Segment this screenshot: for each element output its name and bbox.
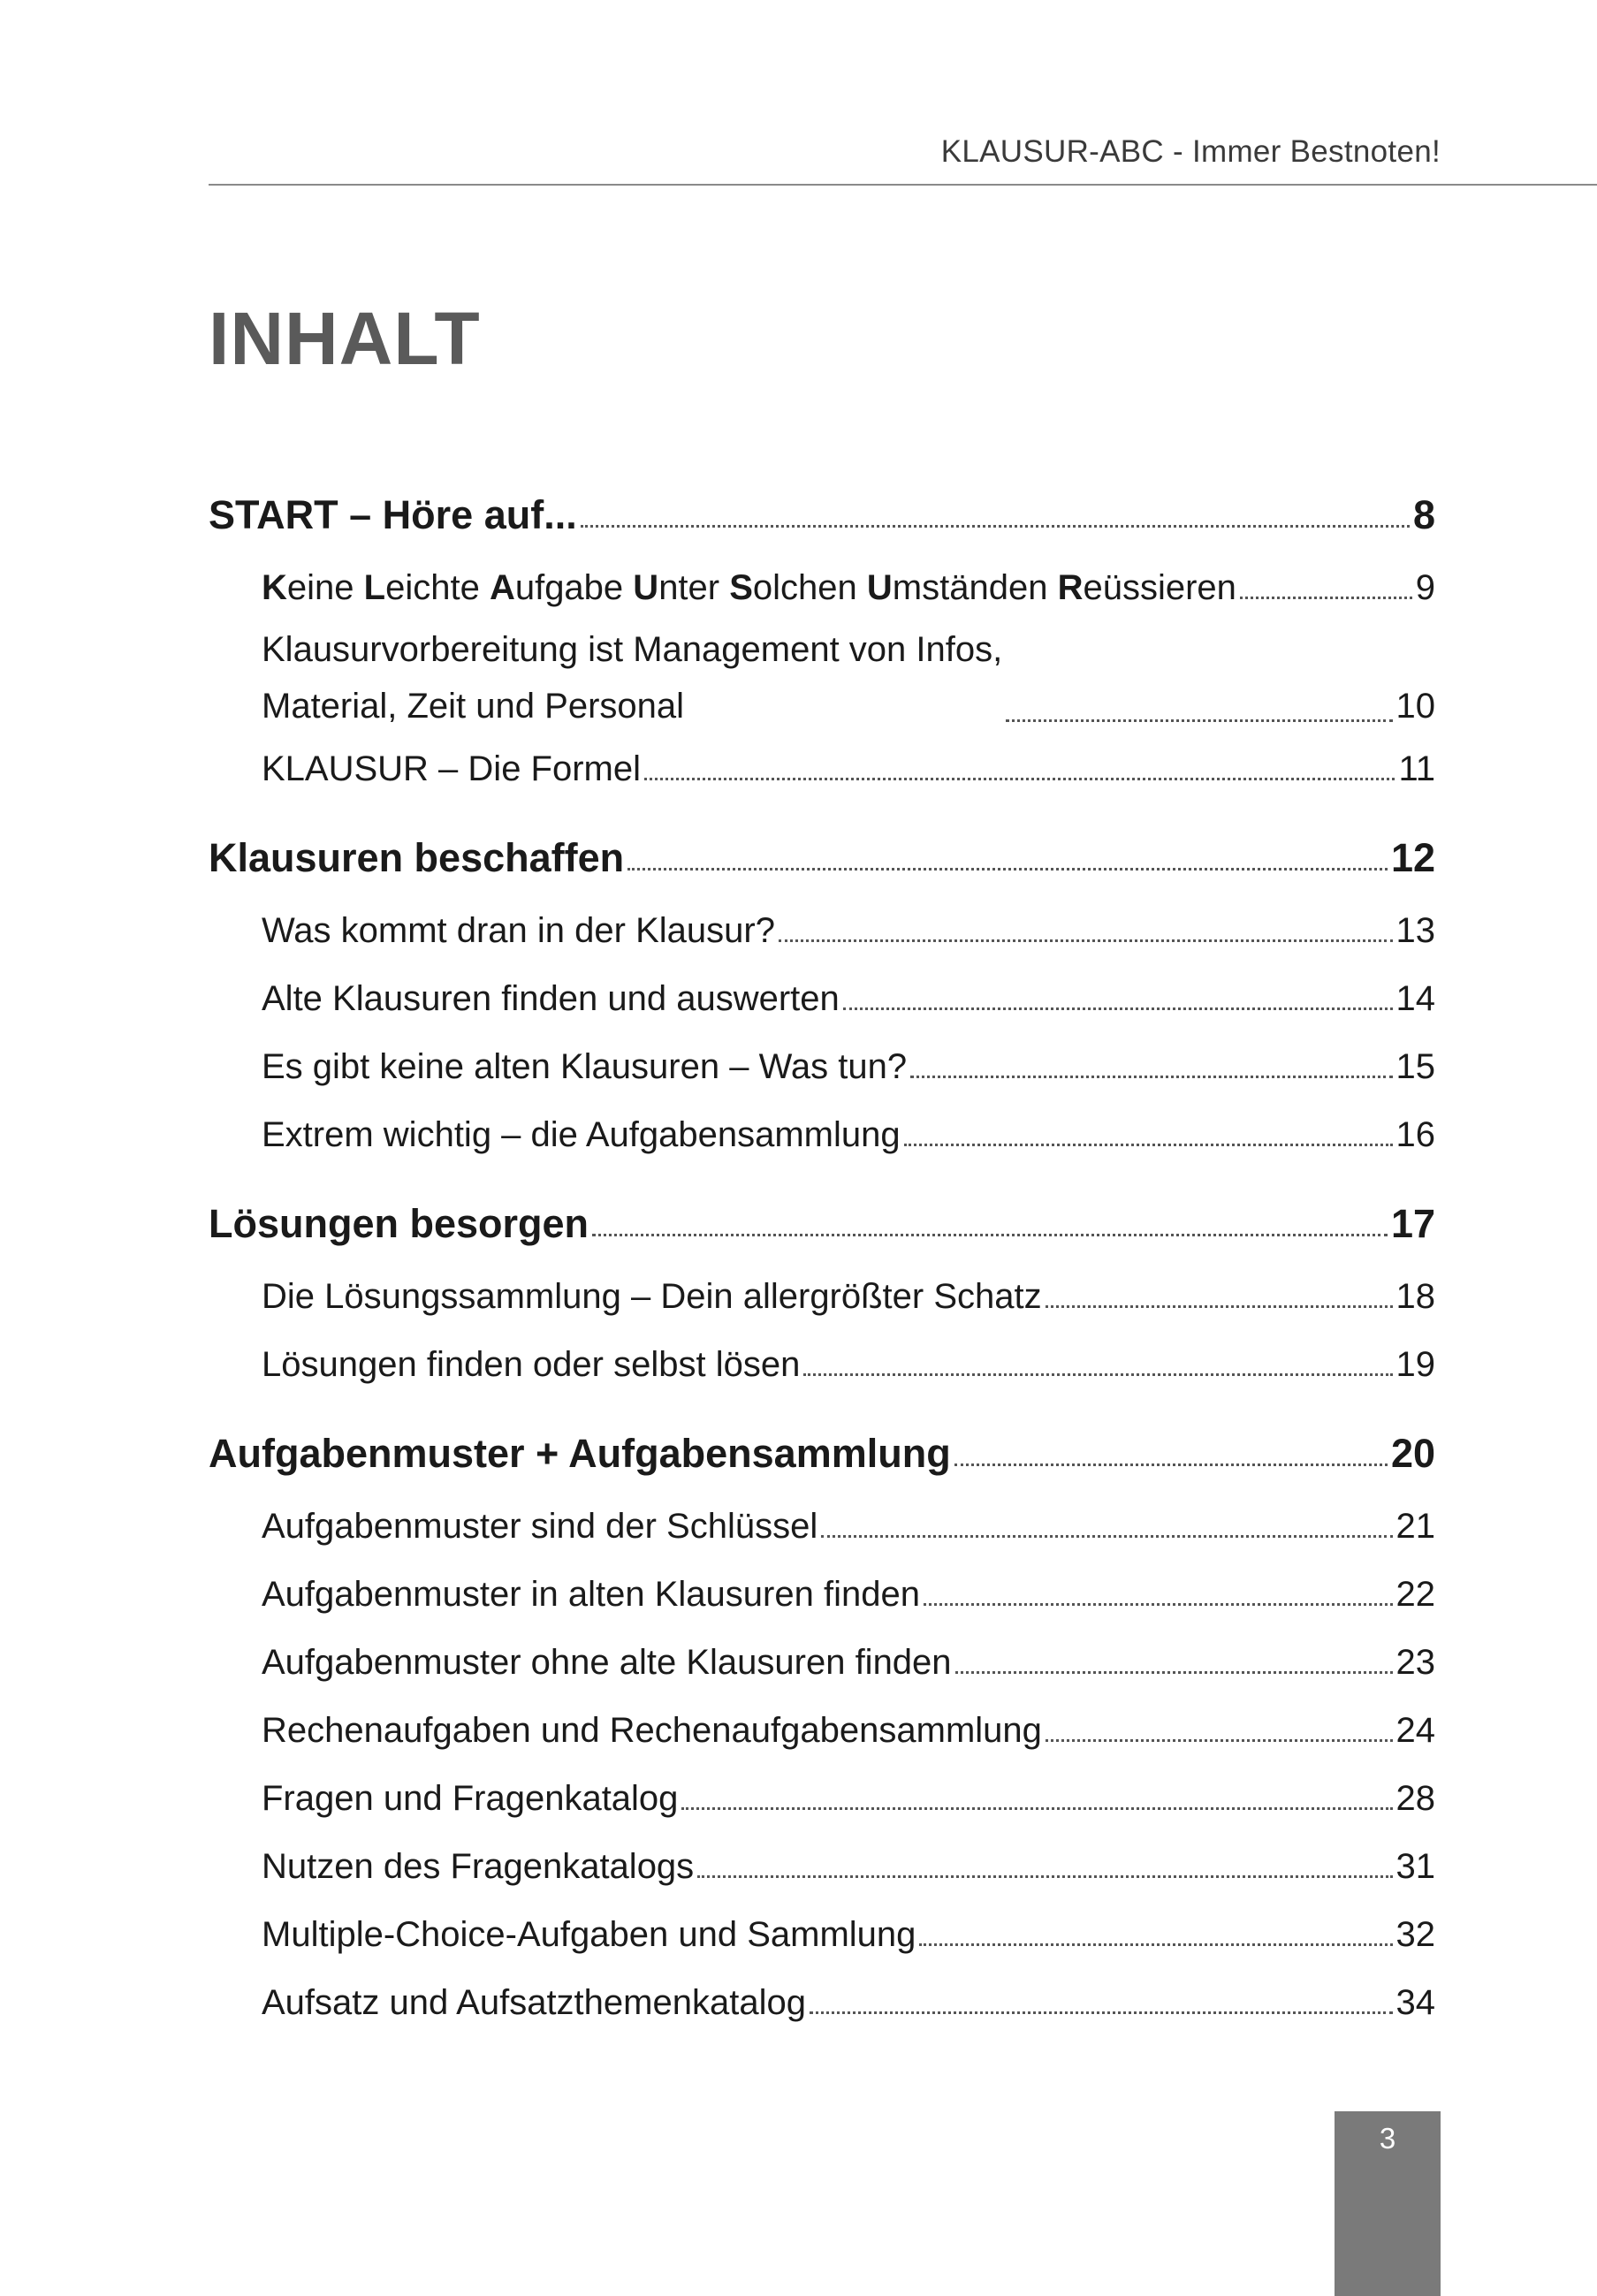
toc-page-number: 34 [1395,1982,1435,2022]
toc-entry-title: Aufgabenmuster sind der Schlüssel [262,1506,818,1546]
dot-leader [821,1535,1392,1538]
acronym-rest: olchen [752,567,867,607]
dot-leader [803,1373,1392,1376]
dot-leader [697,1875,1392,1878]
toc-entry[interactable] [209,1900,1435,1968]
dot-leader [592,1234,1388,1236]
dot-leader [954,1464,1388,1466]
toc-entry-title: Multiple-Choice-Aufgaben und Sammlung [262,1914,916,1954]
toc-page-number: 18 [1395,1276,1435,1316]
acronym-rest: ufgabe [514,567,634,607]
toc-entry-title: Rechenaufgaben und Rechenaufgabensammlung [262,1710,1042,1750]
toc-page-number: 17 [1390,1201,1435,1246]
dot-leader [843,1007,1393,1010]
toc-entry-title: KLAUSUR – Die Formel [262,749,642,788]
dot-leader [581,525,1410,528]
toc-entry-acronym[interactable] [209,553,1435,621]
toc-page-number: 12 [1390,835,1435,880]
toc-entry-title: Aufgabenmuster ohne alte Klausuren finden [262,1642,952,1682]
toc-entry[interactable] [209,1628,1435,1696]
toc-page-number: 31 [1395,1846,1435,1886]
toc-entry[interactable] [209,1560,1435,1628]
acronym-initial: R [1057,567,1084,607]
toc-chapter-title: Klausuren beschaffen [209,835,625,880]
toc-entry[interactable] [209,1696,1435,1764]
toc-section [209,1186,1435,1398]
toc-section [209,1416,1435,2036]
toc-entry-title: Die Lösungssammlung – Dein allergrößter Schatz [262,1276,1042,1316]
toc-page-number: 9 [1415,567,1435,607]
dot-leader [924,1603,1393,1606]
dot-leader [644,778,1395,780]
toc-entry-title [262,621,1002,734]
toc-chapter-loesungen-besorgen[interactable] [209,1186,1435,1262]
toc-page-number: 24 [1395,1710,1435,1750]
toc-chapter-aufgabenmuster[interactable] [209,1416,1435,1492]
toc-page-number: 20 [1390,1431,1435,1476]
acronym-initial: U [866,567,893,607]
dot-leader [955,1671,1393,1674]
toc-entry[interactable] [209,621,1435,734]
toc-entry-title-line: Material, Zeit und Personal [262,687,685,726]
header-divider [209,184,1597,186]
running-header: KLAUSUR-ABC - Immer Bestnoten! [940,134,1441,169]
toc-entry[interactable] [209,1330,1435,1398]
toc-entry[interactable] [209,1032,1435,1100]
toc-entry[interactable] [209,1832,1435,1900]
toc-section [209,477,1435,802]
acronym-rest: nter [658,567,730,607]
toc-entry[interactable] [209,1764,1435,1832]
dot-leader [810,2011,1393,2014]
toc-page-number: 15 [1395,1046,1435,1086]
page-title: INHALT [209,297,481,380]
acronym-initial: L [363,567,386,607]
toc-page-number: 13 [1395,910,1435,950]
acronym-rest: eüssieren [1083,567,1236,607]
toc-entry[interactable] [209,1968,1435,2036]
toc-chapter-title: Lösungen besorgen [209,1201,589,1246]
acronym-initial: U [633,567,659,607]
toc-entry-title: Alte Klausuren finden und auswerten [262,978,840,1018]
table-of-contents [209,477,1435,2036]
dot-leader [1240,597,1412,599]
acronym-rest: mständen [892,567,1058,607]
toc-page-number: 32 [1395,1914,1435,1954]
toc-chapter-klausuren-beschaffen[interactable] [209,820,1435,896]
dot-leader [681,1807,1392,1810]
toc-entry-title: Nutzen des Fragenkatalogs [262,1846,695,1886]
page-number: 3 [1379,2122,1396,2155]
toc-page-number: 28 [1395,1778,1435,1818]
acronym-initial: S [729,567,753,607]
toc-page-number: 14 [1395,978,1435,1018]
toc-entry[interactable] [209,1492,1435,1560]
acronym-rest: eine [286,567,364,607]
toc-page-number: 22 [1395,1574,1435,1614]
toc-entry-title: Es gibt keine alten Klausuren – Was tun? [262,1046,908,1086]
toc-entry-title [262,566,1236,609]
toc-entry-title: Lösungen finden oder selbst lösen [262,1344,801,1384]
toc-entry-title: Aufgabenmuster in alten Klausuren finden [262,1574,920,1614]
acronym-initial: A [489,567,515,607]
dot-leader [904,1144,1393,1146]
toc-chapter-title: Aufgabenmuster + Aufgabensammlung [209,1431,951,1476]
dot-leader [1006,719,1392,722]
toc-chapter-start[interactable] [209,477,1435,553]
toc-entry-title-line: Klausurvorbereitung ist Management von Infos, [262,630,1003,669]
toc-entry[interactable] [209,734,1435,802]
toc-page-number: 23 [1395,1642,1435,1682]
toc-entry[interactable] [209,896,1435,964]
toc-entry[interactable] [209,964,1435,1032]
toc-page-number: 8 [1412,492,1435,537]
toc-page-number: 11 [1398,749,1435,788]
acronym-initial: K [262,567,287,607]
dot-leader [627,868,1388,871]
toc-page-number: 21 [1395,1506,1435,1546]
page-number-tab [1335,2111,1441,2296]
toc-entry-title: Extrem wichtig – die Aufgabensammlung [262,1114,901,1154]
toc-chapter-title: START – Höre auf... [209,492,577,537]
toc-entry-title: Fragen und Fragenkatalog [262,1778,679,1818]
dot-leader [1046,1739,1393,1742]
dot-leader [919,1943,1392,1946]
acronym-rest: eichte [385,567,490,607]
toc-entry[interactable] [209,1262,1435,1330]
dot-leader [779,939,1393,942]
toc-page-number: 19 [1395,1344,1435,1384]
toc-entry-title: Was kommt dran in der Klausur? [262,910,775,950]
dot-leader [1046,1305,1393,1308]
toc-page-number: 16 [1395,1114,1435,1154]
toc-entry[interactable] [209,1100,1435,1168]
toc-section [209,820,1435,1168]
dot-leader [910,1076,1392,1078]
toc-page-number: 10 [1395,687,1435,726]
toc-entry-title: Aufsatz und Aufsatzthemenkatalog [262,1982,806,2022]
